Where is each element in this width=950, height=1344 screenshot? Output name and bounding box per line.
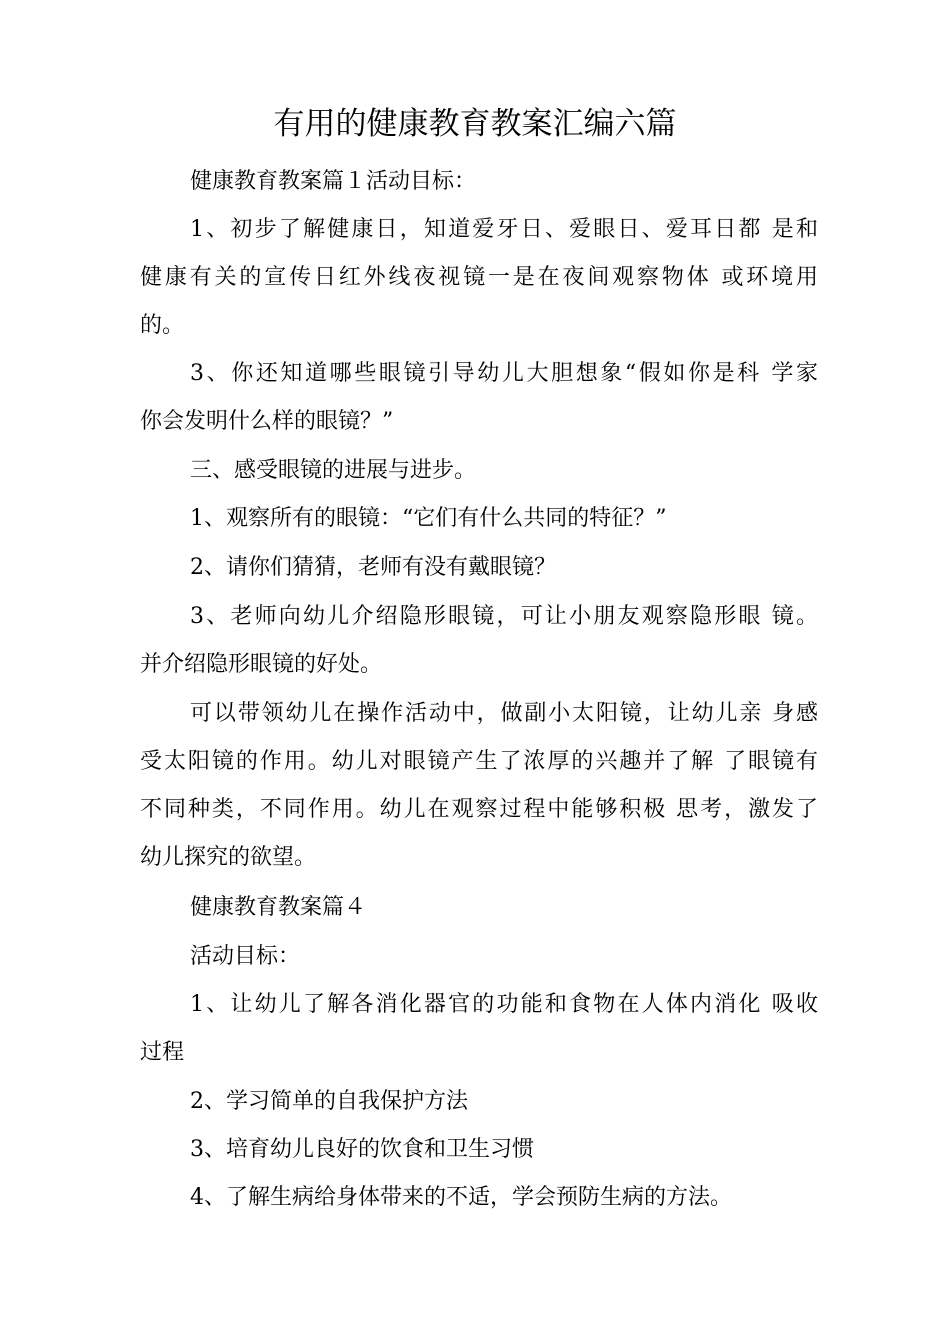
text-line: 健康教育教案篇４: [190, 895, 367, 920]
text-line: 你会发明什么样的眼镜？”: [140, 409, 394, 434]
text-line: 健康教育教案篇１活动目标：: [190, 169, 477, 194]
paragraph-illness-goal: [140, 1174, 818, 1222]
text-line: 2、学习简单的自我保护方法: [190, 1089, 468, 1114]
paragraph-goal-3: [140, 350, 818, 446]
text-line: 不同种类，不同作用。幼儿在观察过程中能够积极 思考，激发了: [140, 797, 818, 822]
paragraph-activity-goals: [140, 933, 818, 981]
document-title: 有用的健康教育教案汇编六篇: [273, 106, 677, 142]
text-line: 4、了解生病给身体带来的不适，学会预防生病的方法。: [190, 1185, 732, 1210]
paragraph-contact-lenses: [140, 593, 818, 689]
text-line: 3、你还知道哪些眼镜引导幼儿大胆想象“假如你是科 学家: [190, 361, 818, 386]
paragraph-heading-lesson-1: [140, 158, 818, 206]
paragraph-self-protection-goal: [140, 1078, 818, 1126]
text-line: 的。: [140, 313, 185, 338]
text-line: 三、感受眼镜的进展与进步。: [190, 458, 477, 483]
paragraph-habits-goal: [140, 1126, 818, 1174]
text-line: 2、请你们猜猜，老师有没有戴眼镜？: [190, 555, 556, 580]
text-line: 1、观察所有的眼镜：“它们有什么共同的特征？”: [190, 506, 667, 531]
text-line: 过程: [140, 1040, 185, 1065]
text-line: 活动目标：: [190, 944, 301, 969]
text-line: 1、让幼儿了解各消化器官的功能和食物在人体内消化 吸收: [190, 992, 818, 1017]
text-line: 3、培育幼儿良好的饮食和卫生习惯: [190, 1137, 534, 1162]
text-line: 可以带领幼儿在操作活动中，做副小太阳镜，让幼儿亲 身感: [190, 701, 818, 726]
text-line: 1、初步了解健康日，知道爱牙日、爱眼日、爱耳日都 是和: [190, 217, 818, 242]
paragraph-digestion-goal: [140, 981, 818, 1077]
text-line: 受太阳镜的作用。幼儿对眼镜产生了浓厚的兴趣并了解 了眼镜有: [140, 749, 818, 774]
paragraph-observe-glasses: [140, 495, 818, 543]
text-line: 并介绍隐形眼镜的好处。: [140, 652, 383, 677]
paragraph-heading-lesson-4: [140, 884, 818, 932]
paragraph-guess-teacher: [140, 544, 818, 592]
paragraph-goal-1: [140, 206, 818, 350]
text-line: 幼儿探究的欲望。: [140, 845, 317, 870]
paragraph-section-three: [140, 447, 818, 495]
text-line: 健康有关的宣传日红外线夜视镜一是在夜间观察物体 或环境用: [140, 265, 818, 290]
paragraph-sunglasses-activity: [140, 690, 818, 882]
text-line: 3、老师向幼儿介绍隐形眼镜，可让小朋友观察隐形眼 镜。: [190, 604, 818, 629]
